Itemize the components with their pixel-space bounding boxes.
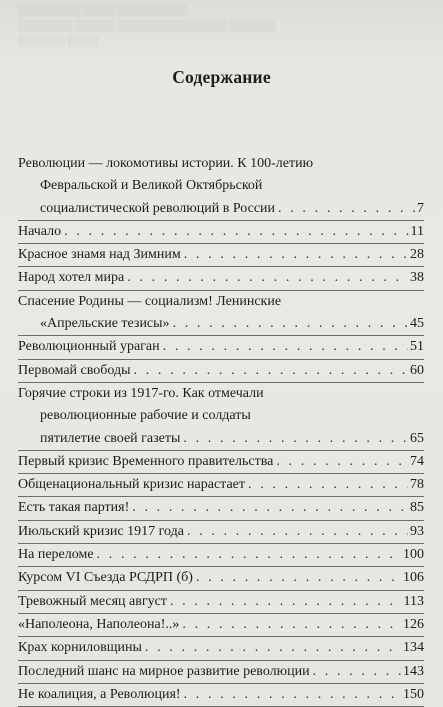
toc-entry-line bbox=[18, 544, 424, 566]
toc-entry-line bbox=[18, 405, 424, 427]
toc-page-number: 11 bbox=[410, 223, 424, 239]
dot-leader bbox=[184, 244, 408, 266]
toc-entry-line bbox=[18, 360, 424, 382]
toc-entry-line bbox=[18, 221, 424, 243]
toc-entry-title: Крах корниловщины bbox=[18, 640, 142, 656]
toc-entry-line bbox=[18, 521, 424, 543]
toc-entry-line bbox=[18, 661, 424, 683]
toc-entry[interactable] bbox=[18, 591, 424, 614]
toc-entry-line bbox=[18, 383, 424, 405]
toc-entry-title: Курсом VI Съезда РСДРП (б) bbox=[18, 570, 193, 586]
dot-leader bbox=[313, 661, 401, 683]
toc-entry-title: Горячие строки из 1917-го. Как отмечали bbox=[18, 385, 264, 401]
toc-entry-title: революционные рабочие и солдаты bbox=[40, 408, 251, 424]
toc-entry-line bbox=[18, 451, 424, 473]
toc-entry-line bbox=[18, 291, 424, 313]
toc-entry-line bbox=[18, 175, 424, 197]
page-title: Содержание bbox=[172, 67, 271, 87]
toc-page-number: 78 bbox=[410, 477, 424, 493]
dot-leader bbox=[184, 684, 401, 706]
toc-entry[interactable] bbox=[18, 474, 424, 497]
toc-entry-line bbox=[18, 614, 424, 636]
toc-page-number: 126 bbox=[403, 616, 424, 632]
toc-entry-line bbox=[18, 153, 424, 175]
toc-page-number: 106 bbox=[403, 570, 424, 586]
dot-leader bbox=[97, 544, 401, 566]
dot-leader bbox=[196, 567, 401, 589]
dot-leader bbox=[64, 221, 408, 243]
toc-page-number: 28 bbox=[410, 247, 424, 263]
toc-entry-title: Есть такая партия! bbox=[18, 500, 130, 516]
toc-page-number: 113 bbox=[403, 593, 424, 609]
toc-entry-title: «Апрельские тезисы» bbox=[40, 316, 170, 332]
toc-entry-title: социалистической революций в России bbox=[40, 200, 276, 216]
toc-entry-line bbox=[18, 313, 424, 335]
toc-entry-line bbox=[18, 428, 424, 450]
toc-entry-line bbox=[18, 497, 424, 519]
dot-leader bbox=[187, 521, 408, 543]
toc-entry-title: Красное знамя над Зимним bbox=[18, 247, 181, 263]
toc-entry-title: Начало bbox=[18, 223, 62, 239]
toc-page-number: 134 bbox=[403, 640, 424, 656]
dot-leader bbox=[127, 267, 408, 289]
toc-entry[interactable] bbox=[18, 360, 424, 383]
toc-entry-line bbox=[18, 198, 424, 220]
toc-entry-title: Революции — локомотивы истории. К 100-летию bbox=[18, 156, 314, 171]
dot-leader bbox=[134, 360, 408, 382]
toc-entry-title: Февральской и Великой Октябрьской bbox=[40, 178, 263, 194]
dot-leader bbox=[183, 428, 408, 450]
toc-page-number: 85 bbox=[410, 500, 424, 516]
toc-entry-title: Не коалиция, а Революция! bbox=[18, 686, 181, 702]
toc-page-number: 150 bbox=[403, 686, 424, 702]
toc-page-number: 38 bbox=[410, 270, 424, 286]
toc-entry[interactable] bbox=[18, 567, 424, 590]
toc-entry-line bbox=[18, 591, 424, 613]
toc-entry[interactable] bbox=[18, 336, 424, 359]
toc-entry[interactable] bbox=[18, 661, 424, 684]
toc-page-number: 45 bbox=[410, 316, 424, 332]
toc-page-number: 143 bbox=[403, 663, 424, 679]
dot-leader bbox=[276, 451, 408, 473]
toc-entry-title: Спасение Родины — социализм! Ленинские bbox=[18, 293, 282, 309]
toc-entry-title: Первый кризис Временного правительства bbox=[18, 453, 274, 469]
toc-page-number: 65 bbox=[410, 430, 424, 446]
toc-entry[interactable] bbox=[18, 497, 424, 520]
dot-leader bbox=[248, 474, 408, 496]
toc-entry[interactable] bbox=[18, 684, 424, 707]
toc-entry[interactable] bbox=[18, 521, 424, 544]
toc-entry-title: Народ хотел мира bbox=[18, 270, 125, 286]
dot-leader bbox=[132, 497, 408, 519]
toc-entry[interactable] bbox=[18, 383, 424, 451]
toc-page-number: 51 bbox=[410, 339, 424, 355]
dot-leader bbox=[145, 637, 401, 659]
toc-entry-title: пятилетие своей газеты bbox=[40, 430, 181, 446]
toc-entry-line bbox=[18, 336, 424, 358]
toc-page-number: 74 bbox=[410, 453, 424, 469]
toc-entry-line bbox=[18, 474, 424, 496]
toc-entry[interactable] bbox=[18, 291, 424, 337]
dot-leader bbox=[278, 198, 415, 220]
dot-leader bbox=[163, 336, 408, 358]
toc-entry-line bbox=[18, 244, 424, 266]
toc-entry-title: На переломе bbox=[18, 547, 94, 563]
toc-entry-title: Революционный ураган bbox=[18, 339, 160, 355]
toc-entry[interactable] bbox=[18, 153, 424, 221]
dot-leader bbox=[182, 614, 401, 636]
table-of-contents bbox=[18, 153, 424, 707]
toc-page-number: 7 bbox=[417, 200, 424, 216]
toc-entry-title: Последний шанс на мирное развитие революции bbox=[18, 663, 310, 679]
toc-page-number: 93 bbox=[410, 523, 424, 539]
toc-page-number: 60 bbox=[410, 362, 424, 378]
toc-page-number: 100 bbox=[403, 547, 424, 563]
toc-entry[interactable] bbox=[18, 451, 424, 474]
dot-leader bbox=[173, 313, 408, 335]
toc-entry[interactable] bbox=[18, 221, 424, 244]
toc-entry-title: Июльский кризис 1917 года bbox=[18, 523, 184, 539]
toc-entry-line bbox=[18, 267, 424, 289]
toc-entry-title: «Наполеона, Наполеона!..» bbox=[18, 616, 180, 632]
toc-entry-title: Первомай свободы bbox=[18, 362, 131, 378]
toc-entry[interactable] bbox=[18, 637, 424, 660]
dot-leader bbox=[170, 591, 402, 613]
bleed-through-text: ▒▒▒▒▒▒▒▒ ▒▒▒▒ ▒▒▒▒▒▒▒▒▒ ▒▒▒▒▒▒▒ ▒▒▒▒▒ ▒▒▒▒▒▒▒▒▒▒▒▒▒▒ ▒▒▒▒▒▒ ▒▒▒▒▒▒ ▒▒▒▒ bbox=[18, 5, 276, 47]
toc-entry-title: Тревожный месяц август bbox=[18, 593, 167, 609]
toc-entry-line bbox=[18, 684, 424, 706]
toc-entry-line bbox=[18, 567, 424, 589]
toc-entry[interactable] bbox=[18, 544, 424, 567]
toc-entry[interactable] bbox=[18, 244, 424, 267]
toc-entry-line bbox=[18, 637, 424, 659]
toc-entry[interactable] bbox=[18, 267, 424, 290]
toc-entry-title: Общенациональный кризис нарастает bbox=[18, 477, 246, 493]
toc-entry[interactable] bbox=[18, 614, 424, 637]
